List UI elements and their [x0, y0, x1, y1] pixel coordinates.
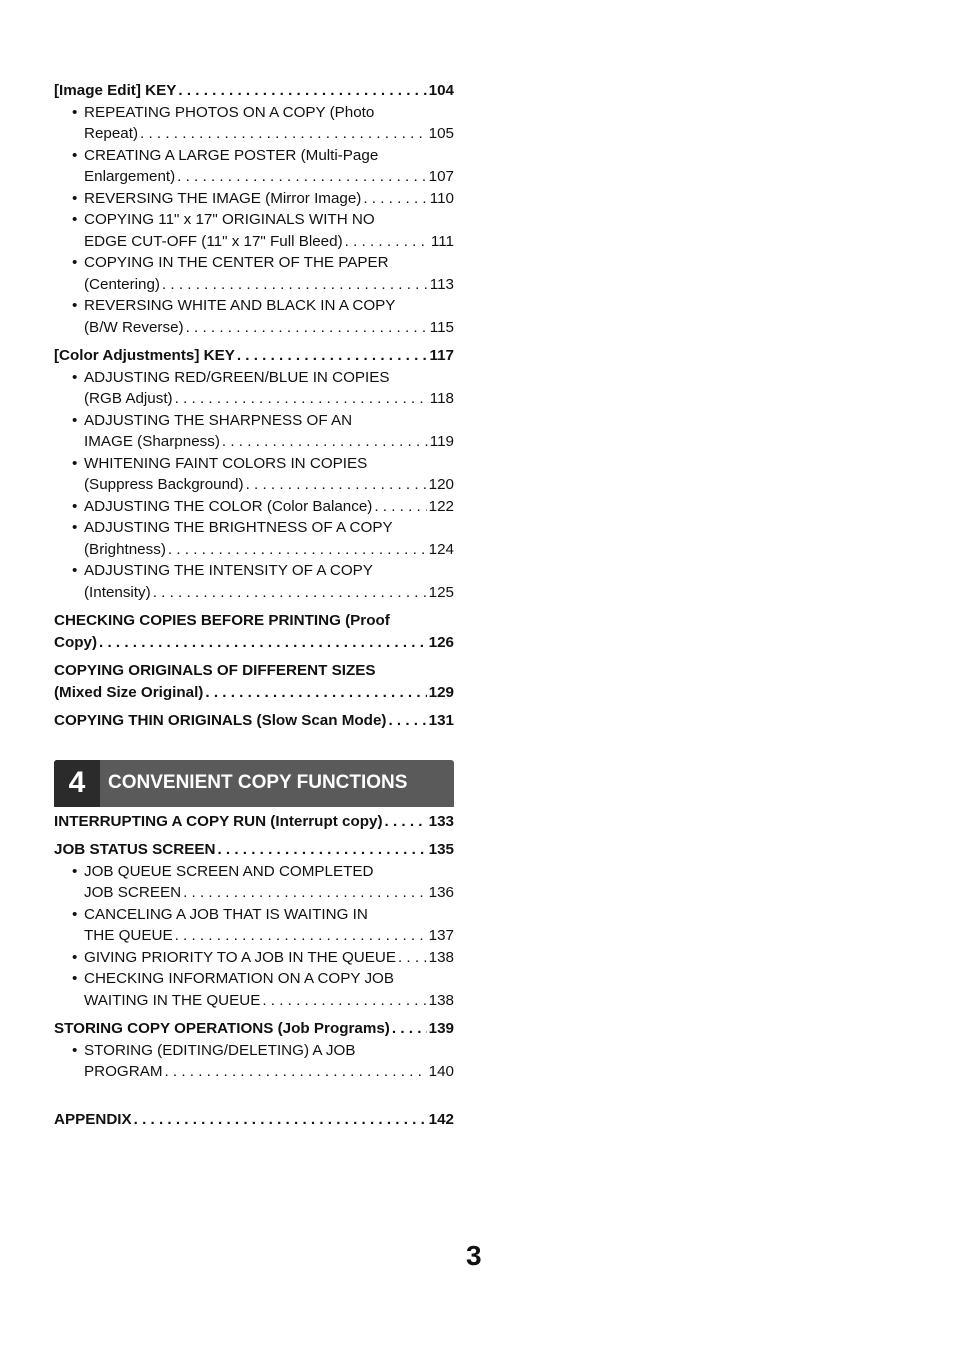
toc-page-number: 138 — [428, 991, 454, 1009]
toc-page-number: 111 — [430, 232, 454, 250]
toc-page-number: 120 — [428, 476, 454, 493]
dot-leader — [385, 811, 427, 833]
bullet: • — [72, 562, 78, 579]
dot-leader — [162, 274, 428, 296]
toc-page-number: 137 — [428, 927, 454, 944]
toc-section-appendix — [54, 1109, 454, 1131]
toc-entry-text: ADJUSTING THE INTENSITY OF A COPY — [84, 562, 373, 579]
chapter-title: CONVENIENT COPY FUNCTIONS — [108, 772, 408, 793]
bullet: • — [72, 1041, 78, 1059]
toc-entry-text: WAITING IN THE QUEUE — [84, 991, 261, 1009]
toc-entry-text: WHITENING FAINT COLORS IN COPIES — [84, 454, 368, 472]
toc-entry-text: [Color Adjustments] KEY — [54, 347, 235, 364]
toc-entry-text: (Brightness) — [84, 540, 166, 558]
toc-sub-entry[interactable] — [54, 968, 454, 1011]
toc-section-copy-functions — [54, 80, 454, 732]
toc-entry-text: APPENDIX — [54, 1110, 132, 1128]
toc-entry-text: Copy) — [54, 633, 98, 651]
toc-page-number: 124 — [428, 540, 454, 558]
bullet: • — [72, 497, 78, 515]
dot-leader — [246, 474, 427, 496]
dot-leader — [388, 710, 426, 732]
toc-entry-text: ADJUSTING THE COLOR (Color Balance) — [84, 497, 373, 515]
toc-entry-text: Enlargement) — [84, 168, 176, 185]
bullet: • — [72, 211, 78, 228]
bullet: • — [72, 189, 78, 207]
toc-main-entry[interactable] — [54, 710, 454, 732]
toc-entry-text: (Mixed Size Original) — [54, 683, 204, 701]
toc-sub-entry[interactable] — [54, 453, 454, 496]
dot-leader — [217, 839, 426, 861]
dot-leader — [222, 431, 428, 453]
bullet: • — [72, 368, 78, 386]
toc-main-entry[interactable] — [54, 1018, 454, 1040]
toc-entry-text: JOB STATUS SCREEN — [54, 841, 216, 858]
toc-sub-entry[interactable] — [54, 496, 454, 518]
bullet: • — [72, 948, 78, 966]
toc-section-convenient-functions — [54, 807, 454, 1083]
toc-sub-entry[interactable] — [54, 861, 454, 904]
toc-entry-text: THE QUEUE — [84, 927, 173, 944]
toc-page-number: 122 — [428, 497, 454, 515]
toc-entry-text: REPEATING PHOTOS ON A COPY (Photo — [84, 103, 375, 121]
toc-entry-text: STORING (EDITING/DELETING) A JOB — [84, 1041, 356, 1059]
toc-page-number: 105 — [428, 125, 454, 142]
dot-leader — [186, 317, 428, 339]
bullet: • — [72, 905, 78, 923]
toc-sub-entry[interactable] — [54, 102, 454, 145]
dot-leader — [183, 882, 427, 904]
toc-page-number: 140 — [428, 1063, 454, 1080]
toc-page-number: 115 — [429, 318, 454, 336]
toc-main-entry[interactable] — [54, 610, 454, 653]
bullet: • — [72, 970, 78, 987]
dot-leader — [177, 166, 426, 188]
bullet: • — [72, 297, 78, 314]
toc-sub-entry[interactable] — [54, 947, 454, 969]
dot-leader — [164, 1061, 426, 1083]
chapter-number: 4 — [54, 760, 100, 807]
dot-leader — [392, 1018, 427, 1040]
dot-leader — [398, 947, 427, 969]
page-number: 3 — [466, 1240, 482, 1271]
toc-entry-text: CREATING A LARGE POSTER (Multi-Page — [84, 146, 379, 164]
toc-page-number: 138 — [428, 948, 454, 966]
toc-page-number: 142 — [428, 1110, 454, 1128]
toc-page-number: 118 — [429, 390, 454, 407]
dot-leader — [140, 123, 427, 145]
toc-main-entry[interactable] — [54, 345, 454, 367]
dot-leader — [178, 80, 426, 102]
toc-page-number: 113 — [429, 275, 454, 293]
toc-entry-text: (Intensity) — [84, 583, 151, 601]
toc-sub-entry[interactable] — [54, 410, 454, 453]
toc-entry-text: INTERRUPTING A COPY RUN (Interrupt copy) — [54, 812, 383, 830]
toc-entry-text: (RGB Adjust) — [84, 390, 173, 407]
toc-entry-text: Repeat) — [84, 125, 139, 142]
toc-sub-entry[interactable] — [54, 517, 454, 560]
toc-page-number: 117 — [429, 347, 454, 364]
toc-page-number: 107 — [428, 168, 454, 185]
bullet: • — [72, 411, 78, 429]
toc-entry-text: ADJUSTING RED/GREEN/BLUE IN COPIES — [84, 368, 390, 386]
toc-sub-entry[interactable] — [54, 560, 454, 603]
toc-entry-text: JOB SCREEN — [84, 884, 182, 901]
toc-sub-entry[interactable] — [54, 209, 454, 252]
dot-leader — [205, 682, 426, 704]
toc-entry-text: (Suppress Background) — [84, 476, 244, 493]
toc-entry-text: (B/W Reverse) — [84, 318, 184, 336]
toc-entry-text: (Centering) — [84, 275, 160, 293]
toc-entry-text: COPYING THIN ORIGINALS (Slow Scan Mode) — [54, 712, 387, 729]
bullet: • — [72, 454, 78, 472]
dot-leader — [237, 345, 428, 367]
dot-leader — [175, 388, 428, 410]
bullet: • — [72, 519, 78, 536]
toc-main-entry[interactable] — [54, 660, 454, 703]
toc-main-entry[interactable] — [54, 1109, 454, 1131]
toc-entry-text: CANCELING A JOB THAT IS WAITING IN — [84, 905, 368, 923]
toc-page-number: 126 — [428, 633, 454, 651]
toc-entry-text: PROGRAM — [84, 1063, 163, 1080]
dot-leader — [363, 188, 427, 210]
dot-leader — [168, 539, 427, 561]
toc-page-number: 119 — [429, 433, 454, 450]
toc-main-entry[interactable] — [54, 80, 454, 102]
toc-sub-entry[interactable] — [54, 145, 454, 188]
toc-sub-entry[interactable] — [54, 188, 454, 210]
toc-page-number: 139 — [428, 1020, 454, 1037]
toc-page-number: 136 — [428, 884, 454, 901]
dot-leader — [262, 990, 426, 1012]
chapter-header — [54, 760, 454, 807]
toc-sub-entry[interactable] — [54, 295, 454, 338]
bullet: • — [72, 146, 78, 164]
toc-page-number: 104 — [428, 82, 454, 99]
toc-page-number: 131 — [428, 712, 454, 729]
toc-page-number: 110 — [429, 189, 454, 207]
toc-entry-text: CHECKING INFORMATION ON A COPY JOB — [84, 970, 394, 987]
toc-entry-text: ADJUSTING THE BRIGHTNESS OF A COPY — [84, 519, 393, 536]
toc-entry-text: COPYING 11" x 17" ORIGINALS WITH NO — [84, 211, 375, 228]
dot-leader — [99, 632, 427, 654]
bullet: • — [72, 254, 78, 271]
toc-entry-text: STORING COPY OPERATIONS (Job Programs) — [54, 1020, 390, 1037]
toc-entry-text: IMAGE (Sharpness) — [84, 433, 220, 450]
dot-leader — [134, 1109, 427, 1131]
bullet: • — [72, 862, 78, 880]
toc-sub-entry[interactable] — [54, 904, 454, 947]
toc-entry-text: REVERSING WHITE AND BLACK IN A COPY — [84, 297, 396, 314]
table-of-contents — [54, 80, 454, 1130]
bullet: • — [72, 103, 78, 121]
toc-main-entry[interactable] — [54, 811, 454, 833]
dot-leader — [175, 925, 427, 947]
toc-page-number: 133 — [428, 812, 454, 830]
toc-entry-text: EDGE CUT-OFF (11" x 17" Full Bleed) — [84, 232, 343, 250]
toc-entry-text: [Image Edit] KEY — [54, 82, 177, 99]
dot-leader — [153, 582, 427, 604]
toc-page-number: 135 — [428, 841, 454, 858]
toc-main-entry[interactable] — [54, 839, 454, 861]
toc-entry-text: ADJUSTING THE SHARPNESS OF AN — [84, 411, 353, 429]
toc-entry-text: CHECKING COPIES BEFORE PRINTING (Proof — [54, 612, 390, 629]
toc-page-number: 129 — [428, 683, 454, 701]
toc-sub-entry[interactable] — [54, 252, 454, 295]
toc-entry-text: COPYING ORIGINALS OF DIFFERENT SIZES — [54, 662, 376, 679]
toc-page-number: 125 — [428, 583, 454, 601]
toc-entry-text: COPYING IN THE CENTER OF THE PAPER — [84, 254, 389, 271]
toc-sub-entry[interactable] — [54, 1040, 454, 1083]
toc-entry-text: REVERSING THE IMAGE (Mirror Image) — [84, 189, 362, 207]
toc-entry-text: GIVING PRIORITY TO A JOB IN THE QUEUE — [84, 948, 396, 966]
dot-leader — [374, 496, 426, 518]
toc-sub-entry[interactable] — [54, 367, 454, 410]
toc-entry-text: JOB QUEUE SCREEN AND COMPLETED — [84, 862, 374, 880]
dot-leader — [345, 231, 429, 253]
